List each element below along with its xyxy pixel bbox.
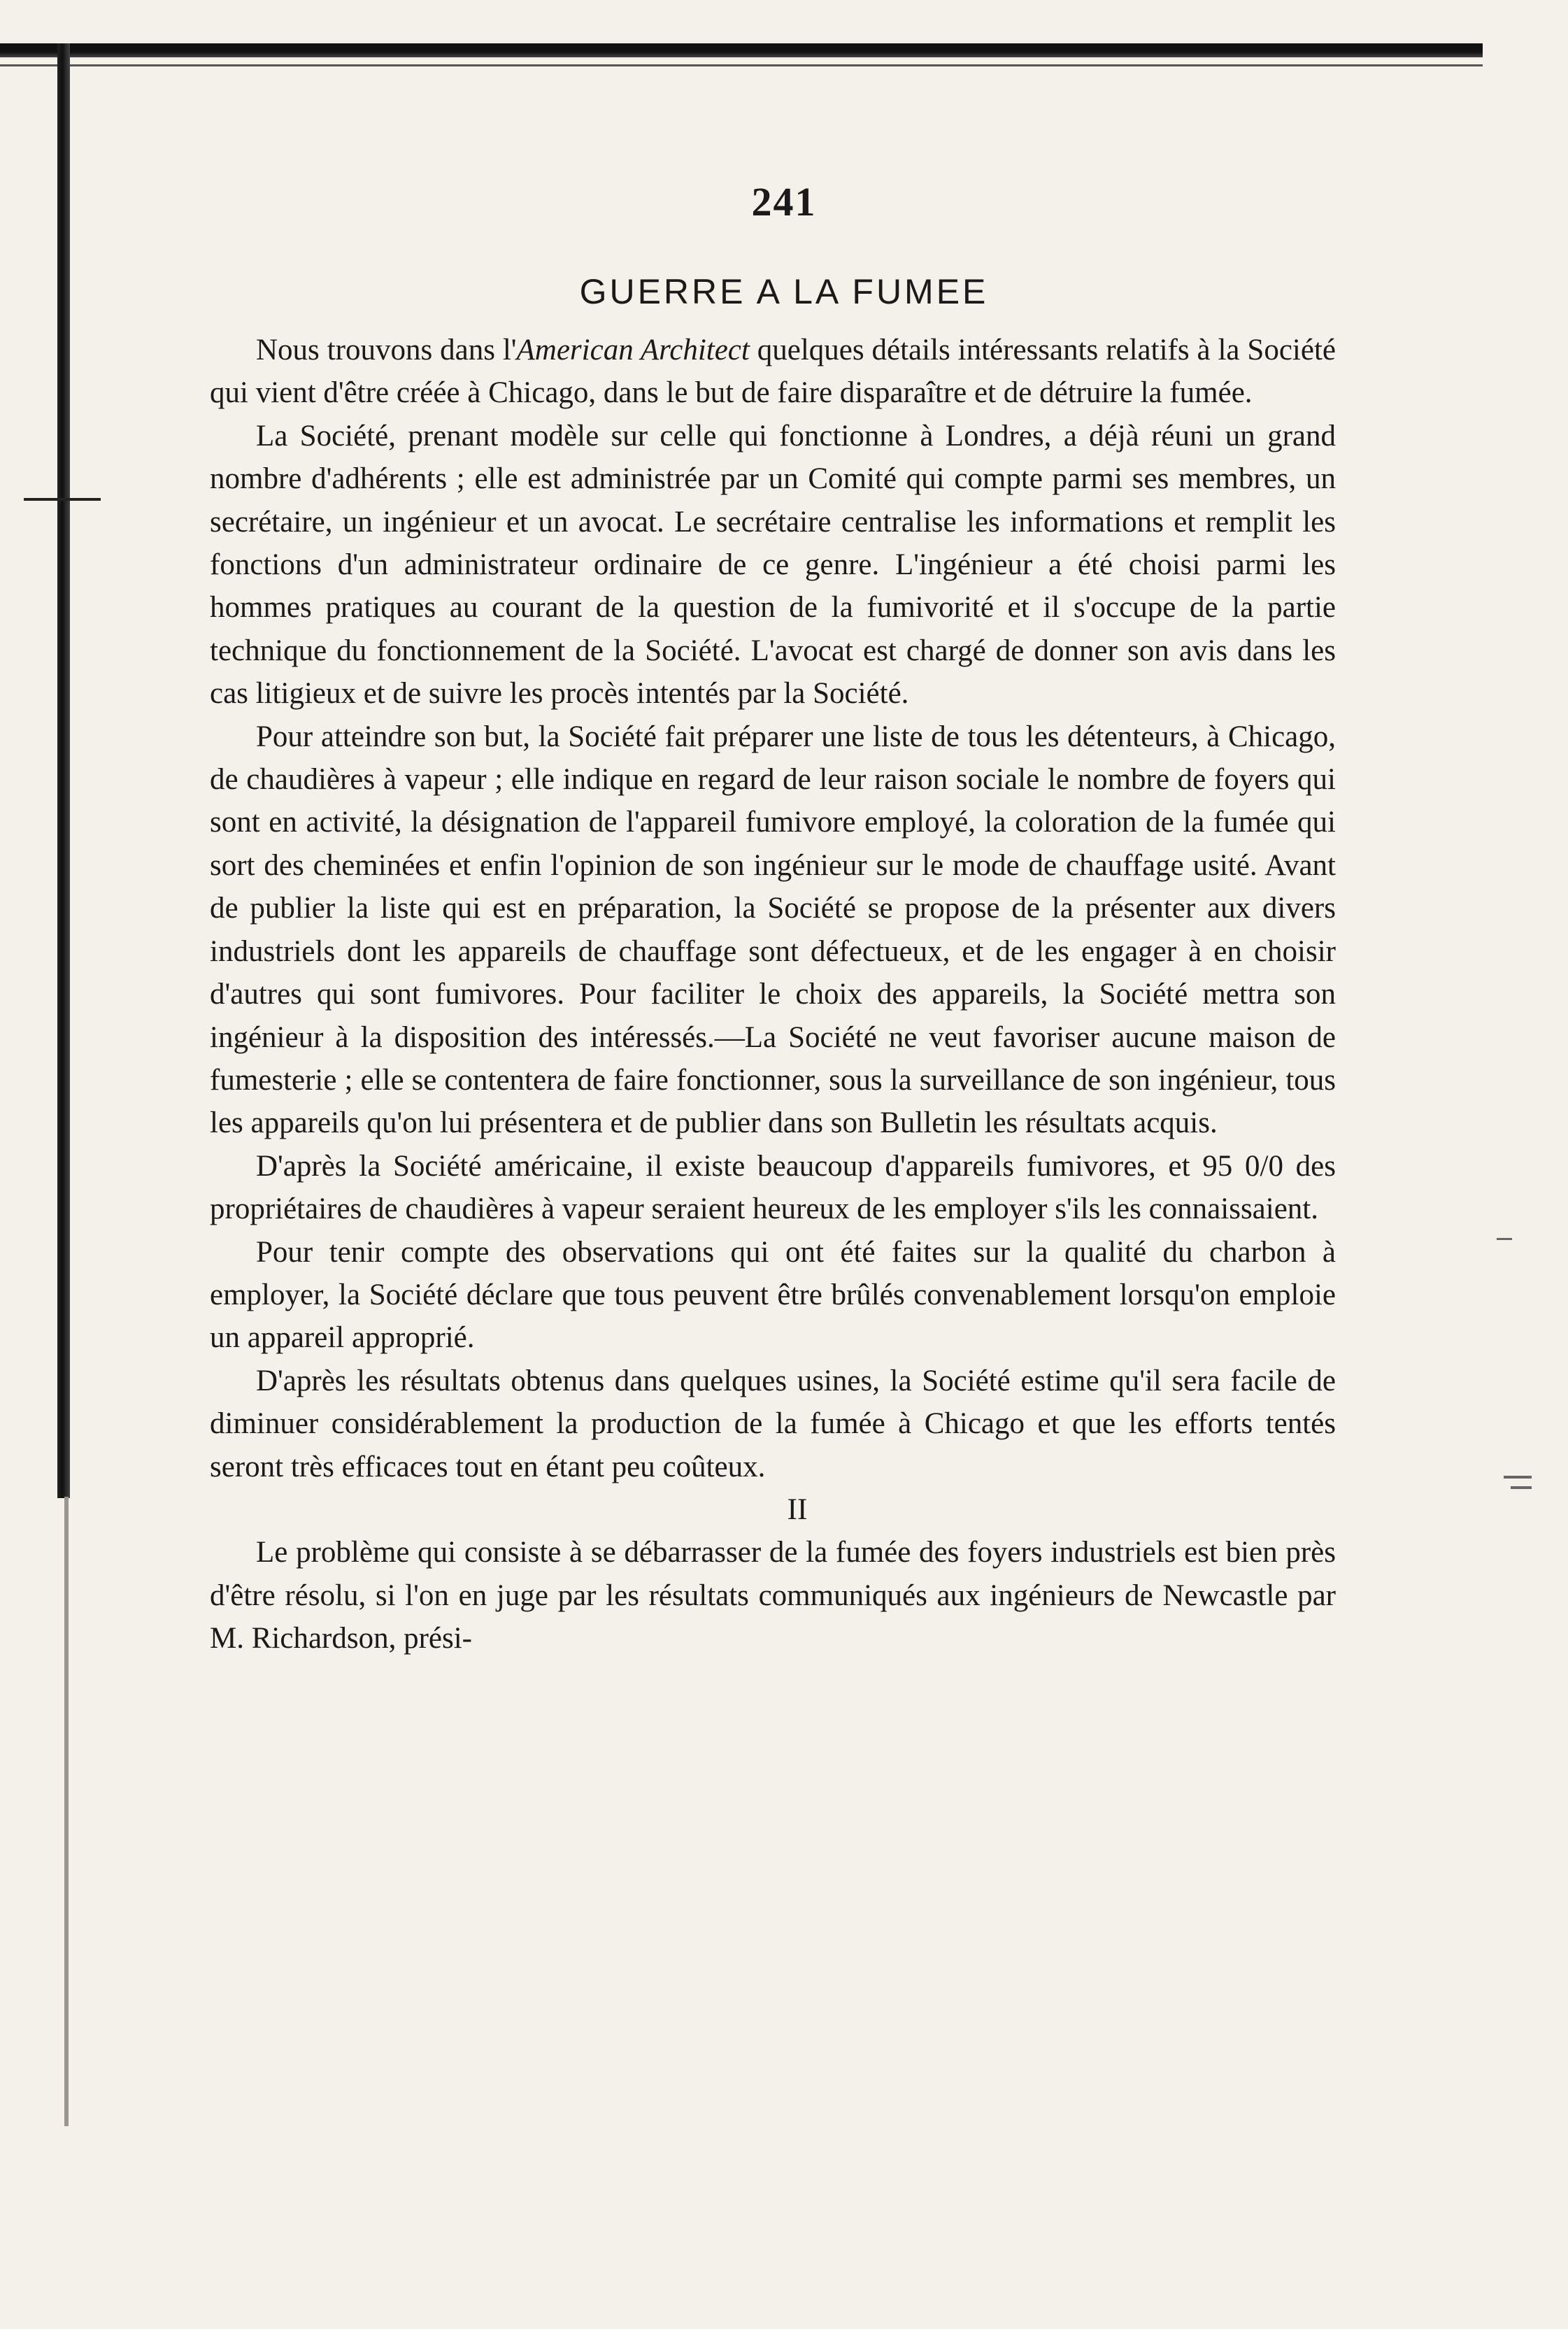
scan-mark <box>1497 1238 1512 1240</box>
scan-edge-left <box>57 43 70 1498</box>
paragraph-text: quelques détails intéressants relatifs à la Société qui vient d'être créée à Chicago, dans le but de faire disparaître et de détruire la fumée. <box>210 334 1336 410</box>
scan-mark <box>1511 1486 1532 1489</box>
paragraph: La Société, prenant modèle sur celle qui fonctionne à Londres, a déjà réuni un grand nombre d'adhérents ; elle est administrée par un Comité qui compte parmi ses membres, un secrétaire, un ingénieur et un avocat. Le secrétaire centralise les informations et remplit les fonctions d'un administrateur ordinaire de ce genre. L'ingénieur a été choisi parmi les hommes pratiques au courant de la question de la fumivorité et il s'occupe de la partie technique du fonctionnement de la Société. L'avocat est chargé de donner son avis dans les cas litigieux et de suivre les procès intentés par la Société. <box>210 419 1336 711</box>
paragraph: Le problème qui consiste à se débarrasser de la fumée des foyers industriels est bien près d'être résolu, si l'on en juge par les résultats communiqués aux ingénieurs de Newcastle par M. Richardson, prési- <box>210 1536 1336 1655</box>
scan-edge-left-faint <box>64 1497 69 2126</box>
page-number: 241 <box>751 179 817 225</box>
article-title: GUERRE A LA FUMEE <box>579 272 989 311</box>
paragraph: D'après les résultats obtenus dans quelques usines, la Société estime qu'il sera facile de diminuer considérablement la production de la fumée à Chicago et que les efforts tentés seront très efficaces tout en étant peu coûteux. <box>210 1364 1336 1483</box>
publication-title: American Architect <box>516 334 750 366</box>
paragraph <box>210 329 1336 415</box>
paragraph: Pour tenir compte des observations qui ont été faites sur la qualité du charbon à employer, la Société déclare que tous peuvent être brûlés convenablement lorsqu'on emploie un appareil approprié. <box>210 1235 1336 1355</box>
scan-edge-top <box>0 43 1483 57</box>
scan-mark <box>24 498 101 501</box>
section-heading: II <box>787 1493 808 1526</box>
paragraph-text: Nous trouvons dans l' <box>256 334 517 366</box>
article-body <box>210 329 1336 1660</box>
paragraph: Pour atteindre son but, la Société fait préparer une liste de tous les détenteurs, à Chicago, de chaudières à vapeur ; elle indique en regard de leur raison sociale le nombre de foyers qui sont en activité, la désignation de l'appareil fumivore employé, la coloration de la fumée qui sort des cheminées et enfin l'opinion de son ingénieur sur le mode de chauffage usité. Avant de publier la liste qui est en préparation, la Société se propose de la présenter aux divers industriels dont les appareils de chauffage sont défectueux, et de les engager à en choisir d'autres qui sont fumivores. Pour faciliter le choix des appareils, la Société mettra son ingénieur à la disposition des intéressés.—La Société ne veut favoriser aucune maison de fumesterie ; elle se contentera de faire fonctionner, sous la surveillance de son ingénieur, tous les appareils qu'on lui présentera et de publier dans son Bulletin les résultats acquis. <box>210 720 1336 1140</box>
scan-edge-top-thin <box>0 64 1483 66</box>
paragraph: D'après la Société américaine, il existe beaucoup d'appareils fumivores, et 95 0/0 des propriétaires de chaudières à vapeur seraient heureux de les employer s'ils les connaissaient. <box>210 1149 1336 1226</box>
scan-mark <box>1504 1476 1532 1479</box>
